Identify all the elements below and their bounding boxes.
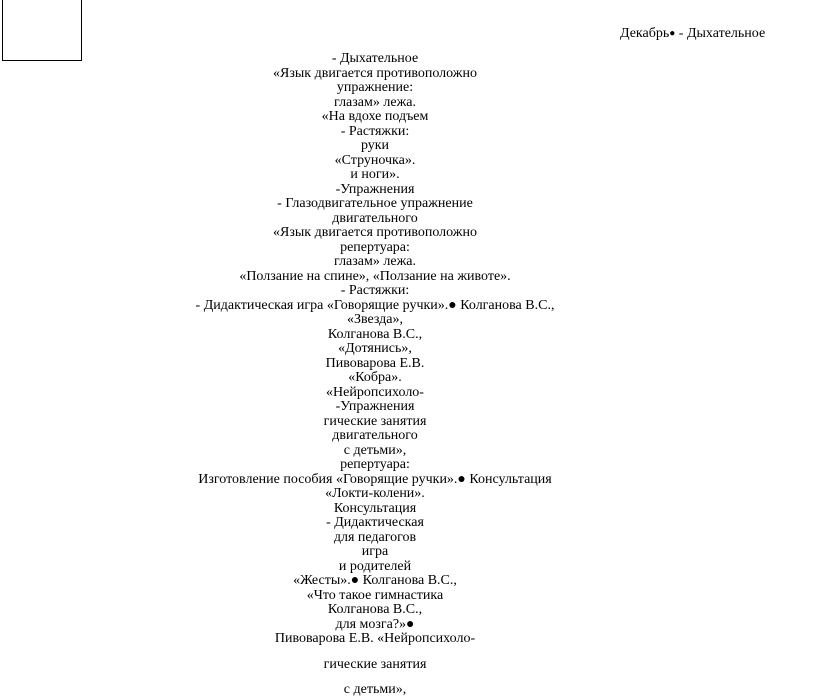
text-line: «Звезда», [346,312,404,327]
text-line: для педагогов [333,529,417,545]
text-line: руки [360,138,390,153]
text-line: «Язык двигается противоположно [273,65,477,81]
text-line: Колганова В.С., [327,602,423,617]
text-line: и родителей [338,558,412,574]
header-text: - Дыхательное [675,26,766,41]
text-line: «Нейропсихоло- [326,384,424,400]
text-line: «Локти-колени». [325,486,425,501]
text-line: «Язык двигается противоположно [273,225,477,240]
text-line: глазам» лежа. [334,254,416,269]
plan-text-block [0,52,750,698]
text-line: «Кобра». [348,370,402,385]
page-header [620,26,765,42]
text-line: «Что такое гимнастика [306,587,444,603]
text-line: «Жесты».● Колганова В.С., [293,573,457,588]
text-line: Колганова В.С., [327,326,423,342]
line-gap [0,672,750,683]
text-line: - Дидактическая игра «Говорящие ручки».● Колганова В.С., [195,297,555,313]
text-line: глазам» лежа. [334,94,416,110]
text-line: Пивоварова Е.В. [325,355,425,371]
text-line: упражнение: [336,80,414,95]
line-gap [0,647,750,658]
text-line: -Упражнения [335,399,415,414]
text-line: для мозга?»● [335,616,415,632]
text-line: «Струночка». [334,152,416,168]
text-line: игра [361,544,389,559]
text-line: Пивоварова Е.В. «Нейропсихоло- [274,631,476,646]
text-line: - Дидактическая [326,515,424,530]
text-line: гические занятия [323,656,427,672]
text-line: «Ползание на спине», «Ползание на животе». [239,268,511,284]
text-line: гические занятия [323,413,427,429]
text-line: и ноги». [350,167,400,182]
text-line: двигательного [332,428,418,443]
text-line: с детьми», [343,442,407,458]
text-line: - Глазодвигательное упражнение [277,196,473,211]
text-line: репертуара: [340,457,410,472]
text-line: - Дыхательное [331,51,419,66]
text-line: Консультация [333,500,417,516]
text-line: Изготовление пособия «Говорящие ручки».● Консультация [198,471,552,487]
header-month: Декабрь [620,26,670,41]
text-line: репертуара: [340,239,410,255]
text-line: - Растяжки: [340,283,410,298]
bullet-icon: ● [669,28,676,39]
text-line: с детьми», [343,682,407,697]
text-line: «Дотянись», [338,341,412,356]
text-line: «На вдохе подъем [321,109,429,124]
text-line: -Упражнения [335,181,415,197]
text-line: двигательного [332,210,418,226]
text-line: - Растяжки: [340,123,410,139]
